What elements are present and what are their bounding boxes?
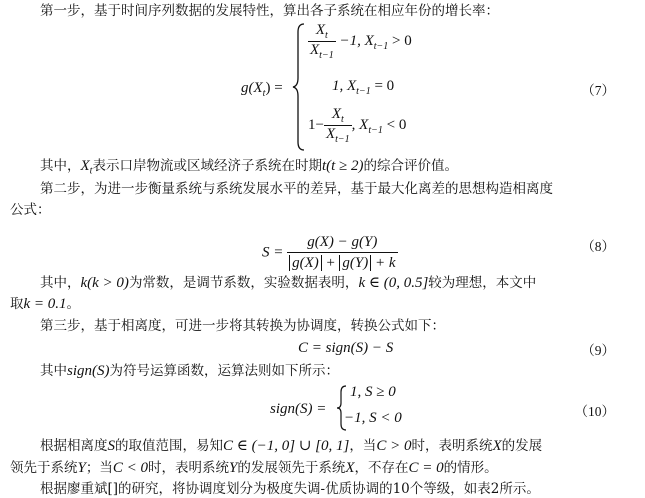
- paragraph-step3: 第三步，基于相离度，可进一步将其转换为协调度，转换公式如下：: [40, 318, 445, 334]
- eq8-number: （8）: [581, 239, 615, 254]
- eq10-case2: −1, S < 0: [344, 410, 402, 426]
- paragraph-k-definition: 其中，k(k > 0)为常数，是调节系数，实验数据表明，k ∈ (0, 0.5]较为理想，本文中: [40, 275, 537, 291]
- eq7-left-brace: [292, 22, 306, 152]
- paragraph-classification: 根据廖重斌[]的研究，将协调度划分为极度失调-优质协调的10个等级，如表2所示。: [40, 481, 540, 497]
- eq8: S = $\frac{g(X) - g(Y)}{g(X) + g(Y) + k}$: [262, 234, 396, 271]
- paragraph-step2-cont: 公式：: [10, 202, 51, 218]
- eq10-case1: 1, S ≥ 0: [350, 384, 396, 400]
- paragraph-c-range-cont: 领先于系统Y；当C < 0时，表明系统Y的发展领先于系统X，不存在C = 0的情形。: [10, 460, 498, 476]
- eq10-lhs: sign(S) =: [270, 401, 327, 417]
- eq7-lhs: $g(X_t)$ =: [241, 80, 283, 99]
- eq7-case2: 1, $X_{t-1} = 0$: [332, 78, 395, 97]
- paragraph-step1: 第一步，基于时间序列数据的发展特性，算出各子系统在相应年份的增长率：: [40, 3, 499, 19]
- paragraph-k-value: 取k = 0.1。: [10, 296, 81, 312]
- eq9-number: （9）: [581, 343, 615, 358]
- eq7-case1: $\frac{X_t}{X_{t-1}}$ −1, $X_{t-1} > 0$: [310, 22, 412, 61]
- paragraph-sign-function: 其中sign(S)为符号运算函数，运算法则如下所示：: [40, 363, 339, 379]
- eq9: C = sign(S) − S: [298, 340, 394, 356]
- paragraph-step2: 第二步，为进一步衡量系统与系统发展水平的差异，基于最大化离差的思想构造相离度: [40, 181, 553, 197]
- eq7-case3: 1− $\frac{X_t}{X_{t-1}}$ , $X_{t-1} < 0$: [308, 106, 407, 145]
- eq7-number: （7）: [581, 83, 615, 98]
- eq10-number: （10）: [574, 404, 615, 419]
- paragraph-xt-definition: 其中，$X_t$表示口岸物流或区域经济子系统在时期t(t ≥ 2)的综合评价值。: [40, 158, 459, 177]
- paragraph-c-range: 根据相离度S的取值范围，易知C ∈ (−1, 0] ∪ [0, 1]，当C > 0时，表明系统X的发展: [40, 438, 543, 454]
